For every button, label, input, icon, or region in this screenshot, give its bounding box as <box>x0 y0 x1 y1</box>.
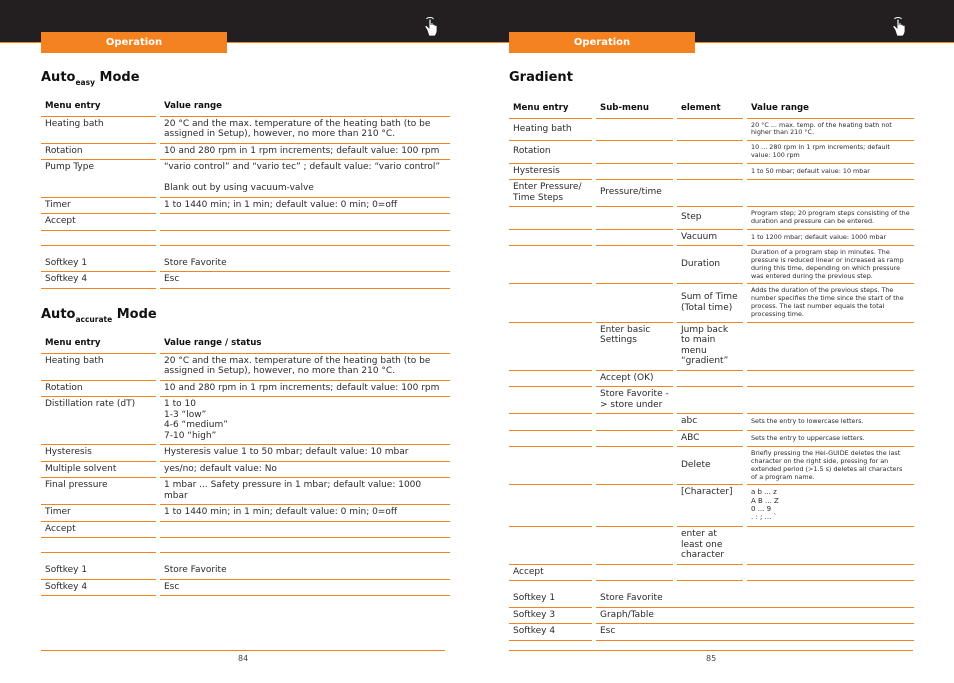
value-range <box>160 538 450 553</box>
menu-entry: Heating bath <box>41 354 156 381</box>
value-range <box>160 522 450 539</box>
menu-entry: Accept <box>509 565 592 582</box>
menu-entry <box>509 387 592 414</box>
col-menu-entry: Menu entry <box>41 333 156 354</box>
menu-entry: Heating bath <box>41 117 156 144</box>
table-row <box>41 445 450 462</box>
heading-sub: easy <box>75 78 95 87</box>
sub-menu: Pressure/time <box>596 180 673 207</box>
menu-entry <box>509 284 592 322</box>
softkey-label: Softkey 1 <box>41 256 156 273</box>
sub-menu <box>596 431 673 448</box>
table-gap <box>41 553 450 563</box>
table-row <box>509 323 914 371</box>
menu-entry: Distillation rate (dT) <box>41 397 156 445</box>
value-range: 20 °C ... max. temp. of the heating bath not higher than 210 °C. <box>747 119 914 142</box>
table-row <box>509 164 914 181</box>
element <box>677 164 743 181</box>
element <box>677 371 743 388</box>
value-range: Adds the duration of the previous steps. The number specifies the time since the start of the process. The last number equals the total processing time. <box>747 284 914 322</box>
table-row <box>41 381 450 398</box>
element: Sum of Time (Total time) <box>677 284 743 322</box>
sub-menu <box>596 119 673 142</box>
menu-entry: Multiple solvent <box>41 462 156 479</box>
menu-entry <box>509 371 592 388</box>
softkey-function: Graph/Table <box>596 608 914 625</box>
page-number-left: 84 <box>238 654 249 663</box>
table-row <box>41 256 450 273</box>
value-range <box>747 387 914 414</box>
value-range <box>747 565 914 582</box>
menu-entry: Rotation <box>509 141 592 164</box>
auto-easy-table <box>37 96 454 289</box>
softkey-label: Softkey 4 <box>41 580 156 597</box>
softkey-function: Esc <box>160 580 450 597</box>
menu-entry: Timer <box>41 198 156 215</box>
table-row <box>509 371 914 388</box>
value-range: yes/no; default value: No <box>160 462 450 479</box>
table-row <box>509 431 914 448</box>
table-row <box>509 246 914 284</box>
element: Duration <box>677 246 743 284</box>
menu-entry: Accept <box>41 522 156 539</box>
auto-accurate-table <box>37 333 454 596</box>
table-row <box>41 397 450 445</box>
footer-rule-left <box>41 650 445 651</box>
value-range: 1 to 1440 min; in 1 min; default value: 0 min; 0=off <box>160 505 450 522</box>
value-range: 1 to 1200 mbar; default value: 1000 mbar <box>747 230 914 247</box>
table-row <box>509 180 914 207</box>
table-row <box>41 214 450 231</box>
softkey-label: Softkey 4 <box>509 624 592 641</box>
element <box>677 119 743 142</box>
element: [Character] <box>677 485 743 527</box>
table-row <box>41 580 450 597</box>
table-row <box>41 522 450 539</box>
table-row <box>41 462 450 479</box>
value-range: Sets the entry to lowercase letters. <box>747 414 914 431</box>
value-range: 1 mbar ... Safety pressure in 1 mbar; default value: 1000 mbar <box>160 478 450 505</box>
softkey-label: Softkey 1 <box>509 591 592 608</box>
value-range: 10 ... 280 rpm in 1 rpm increments; default value: 100 rpm <box>747 141 914 164</box>
value-range: Briefly pressing the Hei-GUIDE deletes the last character on the right side, pressing for an extended period (>1.5 s) deletes all characters of a program name. <box>747 447 914 485</box>
menu-entry <box>509 207 592 230</box>
heading-main: Auto <box>41 70 76 85</box>
menu-entry: Heating bath <box>509 119 592 142</box>
table-row <box>41 354 450 381</box>
heading-tail: Mode <box>116 307 157 322</box>
table-row <box>509 447 914 485</box>
sub-menu <box>596 141 673 164</box>
table-row <box>509 119 914 142</box>
softkey-label: Softkey 3 <box>509 608 592 625</box>
table-row <box>41 117 450 144</box>
footer-rule-right <box>509 650 913 651</box>
element <box>677 180 743 207</box>
section-tab-left: Operation <box>41 32 227 53</box>
sub-menu <box>596 414 673 431</box>
softkey-label: Softkey 4 <box>41 272 156 289</box>
softkey-function: Store Favorite <box>160 256 450 273</box>
col-value-range: Value range <box>747 98 914 119</box>
table-row <box>41 198 450 215</box>
heading-auto-accurate <box>41 307 157 324</box>
table-row <box>509 141 914 164</box>
menu-entry: Hysteresis <box>41 445 156 462</box>
sub-menu <box>596 565 673 582</box>
menu-entry: Pump Type <box>41 160 156 198</box>
table-row <box>509 230 914 247</box>
value-range: 10 and 280 rpm in 1 rpm increments; default value: 100 rpm <box>160 381 450 398</box>
table-row <box>509 485 914 527</box>
sub-menu <box>596 284 673 322</box>
table-header <box>509 98 914 119</box>
value-range <box>160 214 450 231</box>
value-range <box>747 527 914 565</box>
table-row <box>509 207 914 230</box>
value-range: Sets the entry to uppercase letters. <box>747 431 914 448</box>
table-row <box>509 591 914 608</box>
sub-menu: Accept (OK) <box>596 371 673 388</box>
softkey-function: Esc <box>596 624 914 641</box>
sub-menu: Store Favorite -> store under <box>596 387 673 414</box>
element: Delete <box>677 447 743 485</box>
table-row <box>41 538 450 553</box>
value-range: Hysteresis value 1 to 50 mbar; default value: 10 mbar <box>160 445 450 462</box>
menu-entry <box>509 527 592 565</box>
menu-entry: Rotation <box>41 381 156 398</box>
menu-entry: Rotation <box>41 144 156 161</box>
table-row <box>41 272 450 289</box>
sub-menu <box>596 164 673 181</box>
table-row <box>509 414 914 431</box>
menu-entry <box>509 323 592 371</box>
menu-entry <box>41 231 156 246</box>
table-row <box>509 624 914 641</box>
element: enter at least one character <box>677 527 743 565</box>
element <box>677 141 743 164</box>
menu-entry <box>509 431 592 448</box>
value-range: 20 °C and the max. temperature of the heating bath (to be assigned in Setup), however, no more than 210 °C. <box>160 117 450 144</box>
table-row <box>41 231 450 246</box>
menu-entry <box>41 538 156 553</box>
menu-entry: Hysteresis <box>509 164 592 181</box>
value-range: 1 to 1440 min; in 1 min; default value: 0 min; 0=off <box>160 198 450 215</box>
page-number-right: 85 <box>706 654 717 663</box>
table-row <box>509 527 914 565</box>
col-value-range-status: Value range / status <box>160 333 450 354</box>
element <box>677 565 743 582</box>
element <box>677 387 743 414</box>
menu-entry <box>509 485 592 527</box>
element: Jump back to main menu “gradient” <box>677 323 743 371</box>
value-range: 1 to 10 1-3 “low” 4-6 “medium” 7-10 “high” <box>160 397 450 445</box>
value-range <box>747 371 914 388</box>
value-range: 20 °C and the max. temperature of the heating bath (to be assigned in Setup), however, no more than 210 °C. <box>160 354 450 381</box>
softkey-label: Softkey 1 <box>41 563 156 580</box>
value-range: Duration of a program step in minutes. The pressure is reduced linear or increased as ramp during this time, depending on which pressure was entered during the previous step. <box>747 246 914 284</box>
heading-gradient: Gradient <box>509 70 573 85</box>
value-range: “vario control” and “vario tec” ; default value: “vario control” Blank out by using vacuum-valve <box>160 160 450 198</box>
table-row <box>41 563 450 580</box>
table-row <box>509 284 914 322</box>
col-sub-menu: Sub-menu <box>596 98 673 119</box>
table-row <box>41 144 450 161</box>
sub-menu <box>596 527 673 565</box>
value-range <box>747 180 914 207</box>
element: Vacuum <box>677 230 743 247</box>
menu-entry: Timer <box>41 505 156 522</box>
menu-entry <box>509 447 592 485</box>
sub-menu <box>596 246 673 284</box>
element: ABC <box>677 431 743 448</box>
value-range: Program step; 20 program steps consisting of the duration and pressure can be entered. <box>747 207 914 230</box>
touch-hand-icon <box>891 16 909 38</box>
value-range <box>160 231 450 246</box>
softkey-function: Esc <box>160 272 450 289</box>
menu-entry <box>509 230 592 247</box>
value-range: 10 and 280 rpm in 1 rpm increments; default value: 100 rpm <box>160 144 450 161</box>
value-range <box>747 323 914 371</box>
table-row <box>509 608 914 625</box>
col-menu-entry: Menu entry <box>509 98 592 119</box>
sub-menu <box>596 230 673 247</box>
sub-menu: Enter basic Settings <box>596 323 673 371</box>
table-row <box>509 387 914 414</box>
menu-entry: Accept <box>41 214 156 231</box>
table-gap <box>509 581 914 591</box>
sub-menu <box>596 485 673 527</box>
col-value-range: Value range <box>160 96 450 117</box>
element: abc <box>677 414 743 431</box>
heading-tail: Mode <box>99 70 140 85</box>
softkey-function: Store Favorite <box>160 563 450 580</box>
col-menu-entry: Menu entry <box>41 96 156 117</box>
table-row <box>41 478 450 505</box>
menu-entry: Enter Pressure/ Time Steps <box>509 180 592 207</box>
sub-menu <box>596 207 673 230</box>
softkey-function: Store Favorite <box>596 591 914 608</box>
menu-entry <box>509 414 592 431</box>
heading-auto-easy <box>41 70 140 87</box>
table-row <box>41 160 450 198</box>
value-range: a b ... z A B ... Z 0 ... 9 . : ; ... ` <box>747 485 914 527</box>
table-gap <box>41 246 450 256</box>
heading-sub: accurate <box>75 315 113 324</box>
section-tab-right: Operation <box>509 32 695 53</box>
table-row <box>509 565 914 582</box>
table-header <box>41 96 450 117</box>
table-header <box>41 333 450 354</box>
touch-hand-icon <box>423 16 441 38</box>
table-row <box>41 505 450 522</box>
element: Step <box>677 207 743 230</box>
menu-entry: Final pressure <box>41 478 156 505</box>
value-range: 1 to 50 mbar; default value: 10 mbar <box>747 164 914 181</box>
menu-entry <box>509 246 592 284</box>
gradient-table <box>505 98 918 641</box>
col-element: element <box>677 98 743 119</box>
sub-menu <box>596 447 673 485</box>
heading-main: Auto <box>41 307 76 322</box>
